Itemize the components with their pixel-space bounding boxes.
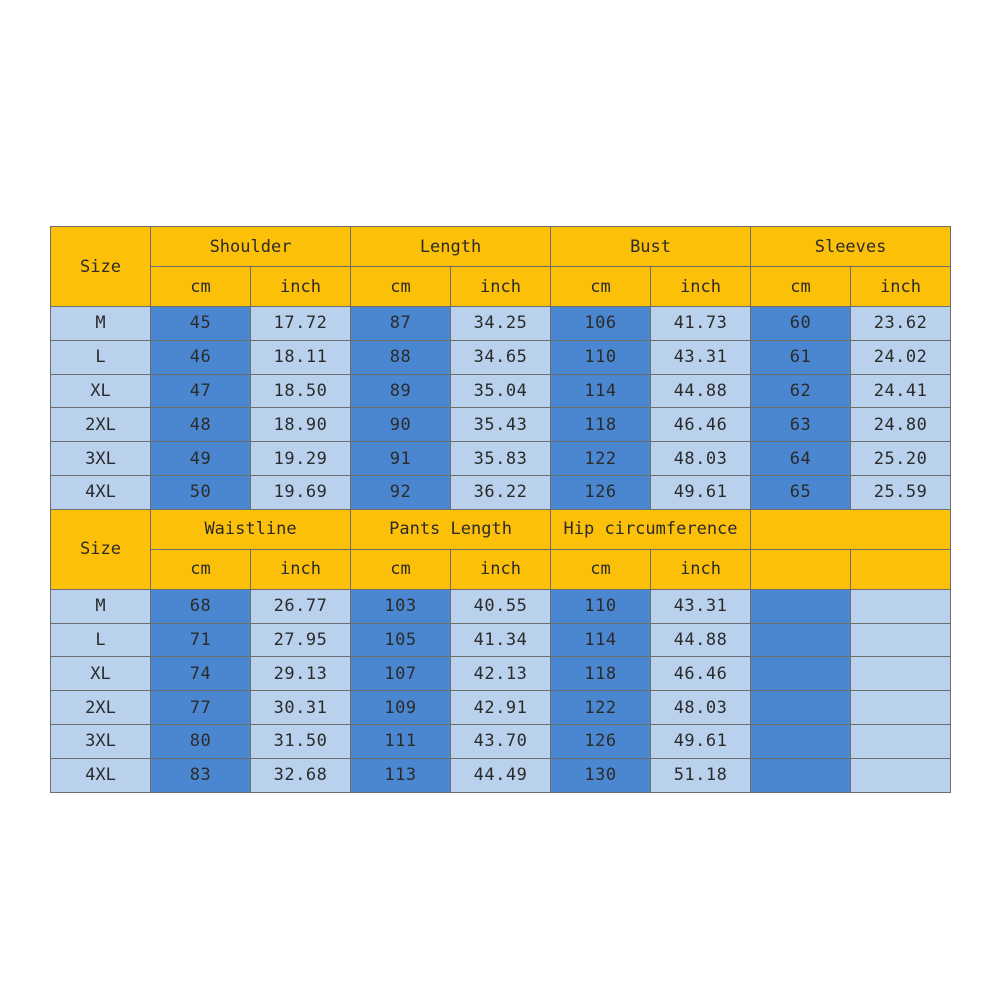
cm-value-cell: 74	[151, 657, 251, 691]
table1-header-row	[51, 227, 951, 267]
inch-value-cell: 26.77	[251, 589, 351, 623]
inch-value-cell: 36.22	[451, 475, 551, 509]
inch-value-cell: 19.69	[251, 475, 351, 509]
inch-value-cell: 31.50	[251, 724, 351, 758]
inch-value-cell: 48.03	[651, 442, 751, 476]
group-header-3	[751, 509, 951, 549]
cm-value-cell: 45	[151, 307, 251, 341]
inch-value-cell: 49.61	[651, 475, 751, 509]
unit-header	[851, 549, 951, 589]
inch-value-cell	[851, 691, 951, 725]
inch-value-cell: 35.43	[451, 408, 551, 442]
group-header-1: Pants Length	[351, 509, 551, 549]
inch-value-cell: 34.25	[451, 307, 551, 341]
inch-value-cell: 35.04	[451, 374, 551, 408]
cm-value-cell: 65	[751, 475, 851, 509]
table1-units-row	[51, 267, 951, 307]
table-row	[51, 442, 951, 476]
cm-value-cell: 61	[751, 340, 851, 374]
size-cell: 4XL	[51, 758, 151, 792]
table2-header-row	[51, 509, 951, 549]
inch-value-cell: 27.95	[251, 623, 351, 657]
unit-header: cm	[151, 267, 251, 307]
unit-header: cm	[151, 549, 251, 589]
cm-value-cell: 113	[351, 758, 451, 792]
cm-value-cell	[751, 589, 851, 623]
inch-value-cell: 44.49	[451, 758, 551, 792]
unit-header: inch	[651, 549, 751, 589]
table-row	[51, 724, 951, 758]
inch-value-cell: 48.03	[651, 691, 751, 725]
cm-value-cell: 106	[551, 307, 651, 341]
inch-value-cell: 44.88	[651, 623, 751, 657]
cm-value-cell: 89	[351, 374, 451, 408]
group-header-0: Waistline	[151, 509, 351, 549]
cm-value-cell: 122	[551, 442, 651, 476]
cm-value-cell: 68	[151, 589, 251, 623]
cm-value-cell: 62	[751, 374, 851, 408]
cm-value-cell: 114	[551, 374, 651, 408]
inch-value-cell: 43.70	[451, 724, 551, 758]
size-column-header: Size	[51, 509, 151, 589]
inch-value-cell: 42.91	[451, 691, 551, 725]
cm-value-cell: 111	[351, 724, 451, 758]
inch-value-cell	[851, 657, 951, 691]
size-cell: M	[51, 589, 151, 623]
cm-value-cell	[751, 691, 851, 725]
cm-value-cell: 130	[551, 758, 651, 792]
table-row	[51, 408, 951, 442]
size-cell: 3XL	[51, 724, 151, 758]
size-column-header: Size	[51, 227, 151, 307]
inch-value-cell: 40.55	[451, 589, 551, 623]
inch-value-cell	[851, 589, 951, 623]
unit-header: inch	[251, 267, 351, 307]
cm-value-cell: 118	[551, 657, 651, 691]
inch-value-cell: 19.29	[251, 442, 351, 476]
size-cell: 2XL	[51, 691, 151, 725]
cm-value-cell: 91	[351, 442, 451, 476]
size-cell: 3XL	[51, 442, 151, 476]
group-header-2: Bust	[551, 227, 751, 267]
table-row	[51, 340, 951, 374]
size-cell: L	[51, 340, 151, 374]
size-cell: XL	[51, 657, 151, 691]
inch-value-cell: 44.88	[651, 374, 751, 408]
cm-value-cell: 71	[151, 623, 251, 657]
inch-value-cell: 25.20	[851, 442, 951, 476]
inch-value-cell: 41.73	[651, 307, 751, 341]
inch-value-cell: 35.83	[451, 442, 551, 476]
table-row	[51, 589, 951, 623]
group-header-3: Sleeves	[751, 227, 951, 267]
inch-value-cell: 49.61	[651, 724, 751, 758]
size-cell: XL	[51, 374, 151, 408]
inch-value-cell: 29.13	[251, 657, 351, 691]
cm-value-cell: 126	[551, 724, 651, 758]
inch-value-cell: 24.41	[851, 374, 951, 408]
cm-value-cell: 48	[151, 408, 251, 442]
inch-value-cell: 18.11	[251, 340, 351, 374]
cm-value-cell: 110	[551, 340, 651, 374]
unit-header: inch	[651, 267, 751, 307]
inch-value-cell: 43.31	[651, 589, 751, 623]
size-cell: 4XL	[51, 475, 151, 509]
inch-value-cell: 46.46	[651, 408, 751, 442]
cm-value-cell: 118	[551, 408, 651, 442]
inch-value-cell: 24.80	[851, 408, 951, 442]
cm-value-cell: 46	[151, 340, 251, 374]
cm-value-cell: 47	[151, 374, 251, 408]
cm-value-cell	[751, 724, 851, 758]
table-row	[51, 657, 951, 691]
cm-value-cell: 80	[151, 724, 251, 758]
inch-value-cell: 18.90	[251, 408, 351, 442]
unit-header: cm	[351, 267, 451, 307]
cm-value-cell: 90	[351, 408, 451, 442]
cm-value-cell: 83	[151, 758, 251, 792]
table-row	[51, 758, 951, 792]
inch-value-cell: 23.62	[851, 307, 951, 341]
inch-value-cell: 42.13	[451, 657, 551, 691]
unit-header: cm	[351, 549, 451, 589]
cm-value-cell	[751, 758, 851, 792]
table-row	[51, 374, 951, 408]
table-row	[51, 623, 951, 657]
cm-value-cell: 105	[351, 623, 451, 657]
cm-value-cell: 103	[351, 589, 451, 623]
inch-value-cell: 51.18	[651, 758, 751, 792]
inch-value-cell: 43.31	[651, 340, 751, 374]
table2-units-row	[51, 549, 951, 589]
inch-value-cell: 41.34	[451, 623, 551, 657]
cm-value-cell: 126	[551, 475, 651, 509]
cm-value-cell: 109	[351, 691, 451, 725]
cm-value-cell: 60	[751, 307, 851, 341]
inch-value-cell	[851, 758, 951, 792]
size-cell: 2XL	[51, 408, 151, 442]
size-cell: M	[51, 307, 151, 341]
unit-header: inch	[251, 549, 351, 589]
table-row	[51, 691, 951, 725]
cm-value-cell: 88	[351, 340, 451, 374]
inch-value-cell: 32.68	[251, 758, 351, 792]
group-header-1: Length	[351, 227, 551, 267]
cm-value-cell: 122	[551, 691, 651, 725]
inch-value-cell: 18.50	[251, 374, 351, 408]
inch-value-cell: 25.59	[851, 475, 951, 509]
size-cell: L	[51, 623, 151, 657]
cm-value-cell: 77	[151, 691, 251, 725]
size-chart	[50, 226, 950, 793]
size-table	[50, 226, 951, 793]
cm-value-cell: 50	[151, 475, 251, 509]
unit-header: cm	[551, 267, 651, 307]
cm-value-cell	[751, 657, 851, 691]
cm-value-cell: 87	[351, 307, 451, 341]
cm-value-cell: 107	[351, 657, 451, 691]
cm-value-cell: 64	[751, 442, 851, 476]
unit-header	[751, 549, 851, 589]
inch-value-cell: 17.72	[251, 307, 351, 341]
group-header-2: Hip circumference	[551, 509, 751, 549]
unit-header: cm	[751, 267, 851, 307]
inch-value-cell	[851, 724, 951, 758]
unit-header: inch	[851, 267, 951, 307]
group-header-0: Shoulder	[151, 227, 351, 267]
cm-value-cell: 110	[551, 589, 651, 623]
inch-value-cell: 34.65	[451, 340, 551, 374]
inch-value-cell: 24.02	[851, 340, 951, 374]
cm-value-cell: 114	[551, 623, 651, 657]
unit-header: inch	[451, 267, 551, 307]
cm-value-cell: 63	[751, 408, 851, 442]
table-row	[51, 307, 951, 341]
cm-value-cell	[751, 623, 851, 657]
inch-value-cell	[851, 623, 951, 657]
cm-value-cell: 49	[151, 442, 251, 476]
inch-value-cell: 46.46	[651, 657, 751, 691]
inch-value-cell: 30.31	[251, 691, 351, 725]
table-row	[51, 475, 951, 509]
cm-value-cell: 92	[351, 475, 451, 509]
unit-header: inch	[451, 549, 551, 589]
unit-header: cm	[551, 549, 651, 589]
